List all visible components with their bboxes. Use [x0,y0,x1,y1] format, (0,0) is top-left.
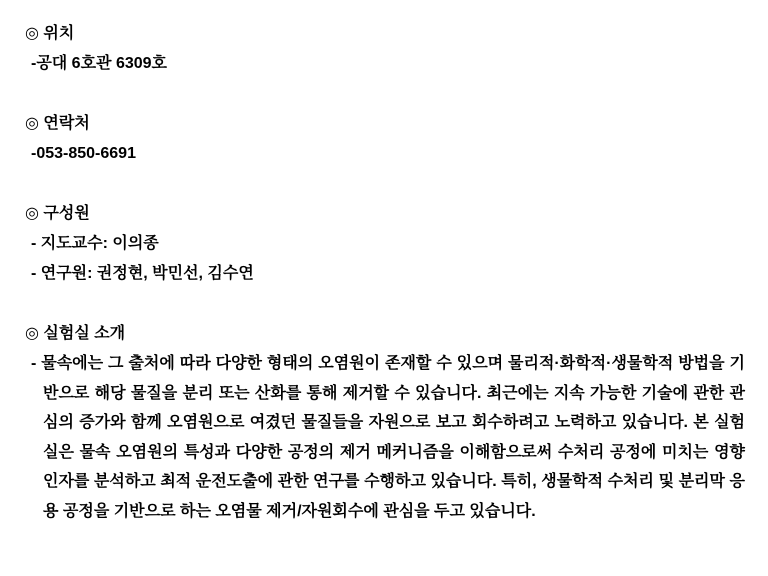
location-heading: ◎ 위치 [25,25,75,42]
section-lab-intro [25,319,746,526]
section-contact [25,109,746,169]
contact-phone: -053-850-6691 [31,145,136,162]
members-heading: ◎ 구성원 [25,205,90,222]
members-advisor: - 지도교수: 이의종 [31,235,159,252]
lab-intro-heading: ◎ 실험실 소개 [25,325,126,342]
lab-intro-paragraph: - 물속에는 그 출처에 따라 다양한 형태의 오염원이 존재할 수 있으며 물리적·화학적·생물학적 방법을 기반으로 해당 물질을 분리 또는 산화를 통해 제거할 수 있습니다. 최근에는 지속 가능한 기술에 관한 관심의 증가와 함께 오염원으로 여겼던 물질들을 자원으로 보고 회수하려고 노력하고 있습니다. 본 실험실은 물속 오염원의 특성과 다양한 공정의 제거 메커니즘을 이해함으로써 수처리 공정에 미치는 영향인자를 분석하고 최적 운전도출에 관한 연구를 수행하고 있습니다. 특히, 생물학적 수처리 및 분리막 응용 공정을 기반으로 하는 오염물 제거/자원회수에 관심을 두고 있습니다. [31,355,745,520]
section-location [25,19,746,79]
section-members [25,199,746,289]
members-researchers: - 연구원: 권정현, 박민선, 김수연 [31,265,254,282]
location-value: -공대 6호관 6309호 [31,55,167,72]
contact-heading: ◎ 연락처 [25,115,90,132]
